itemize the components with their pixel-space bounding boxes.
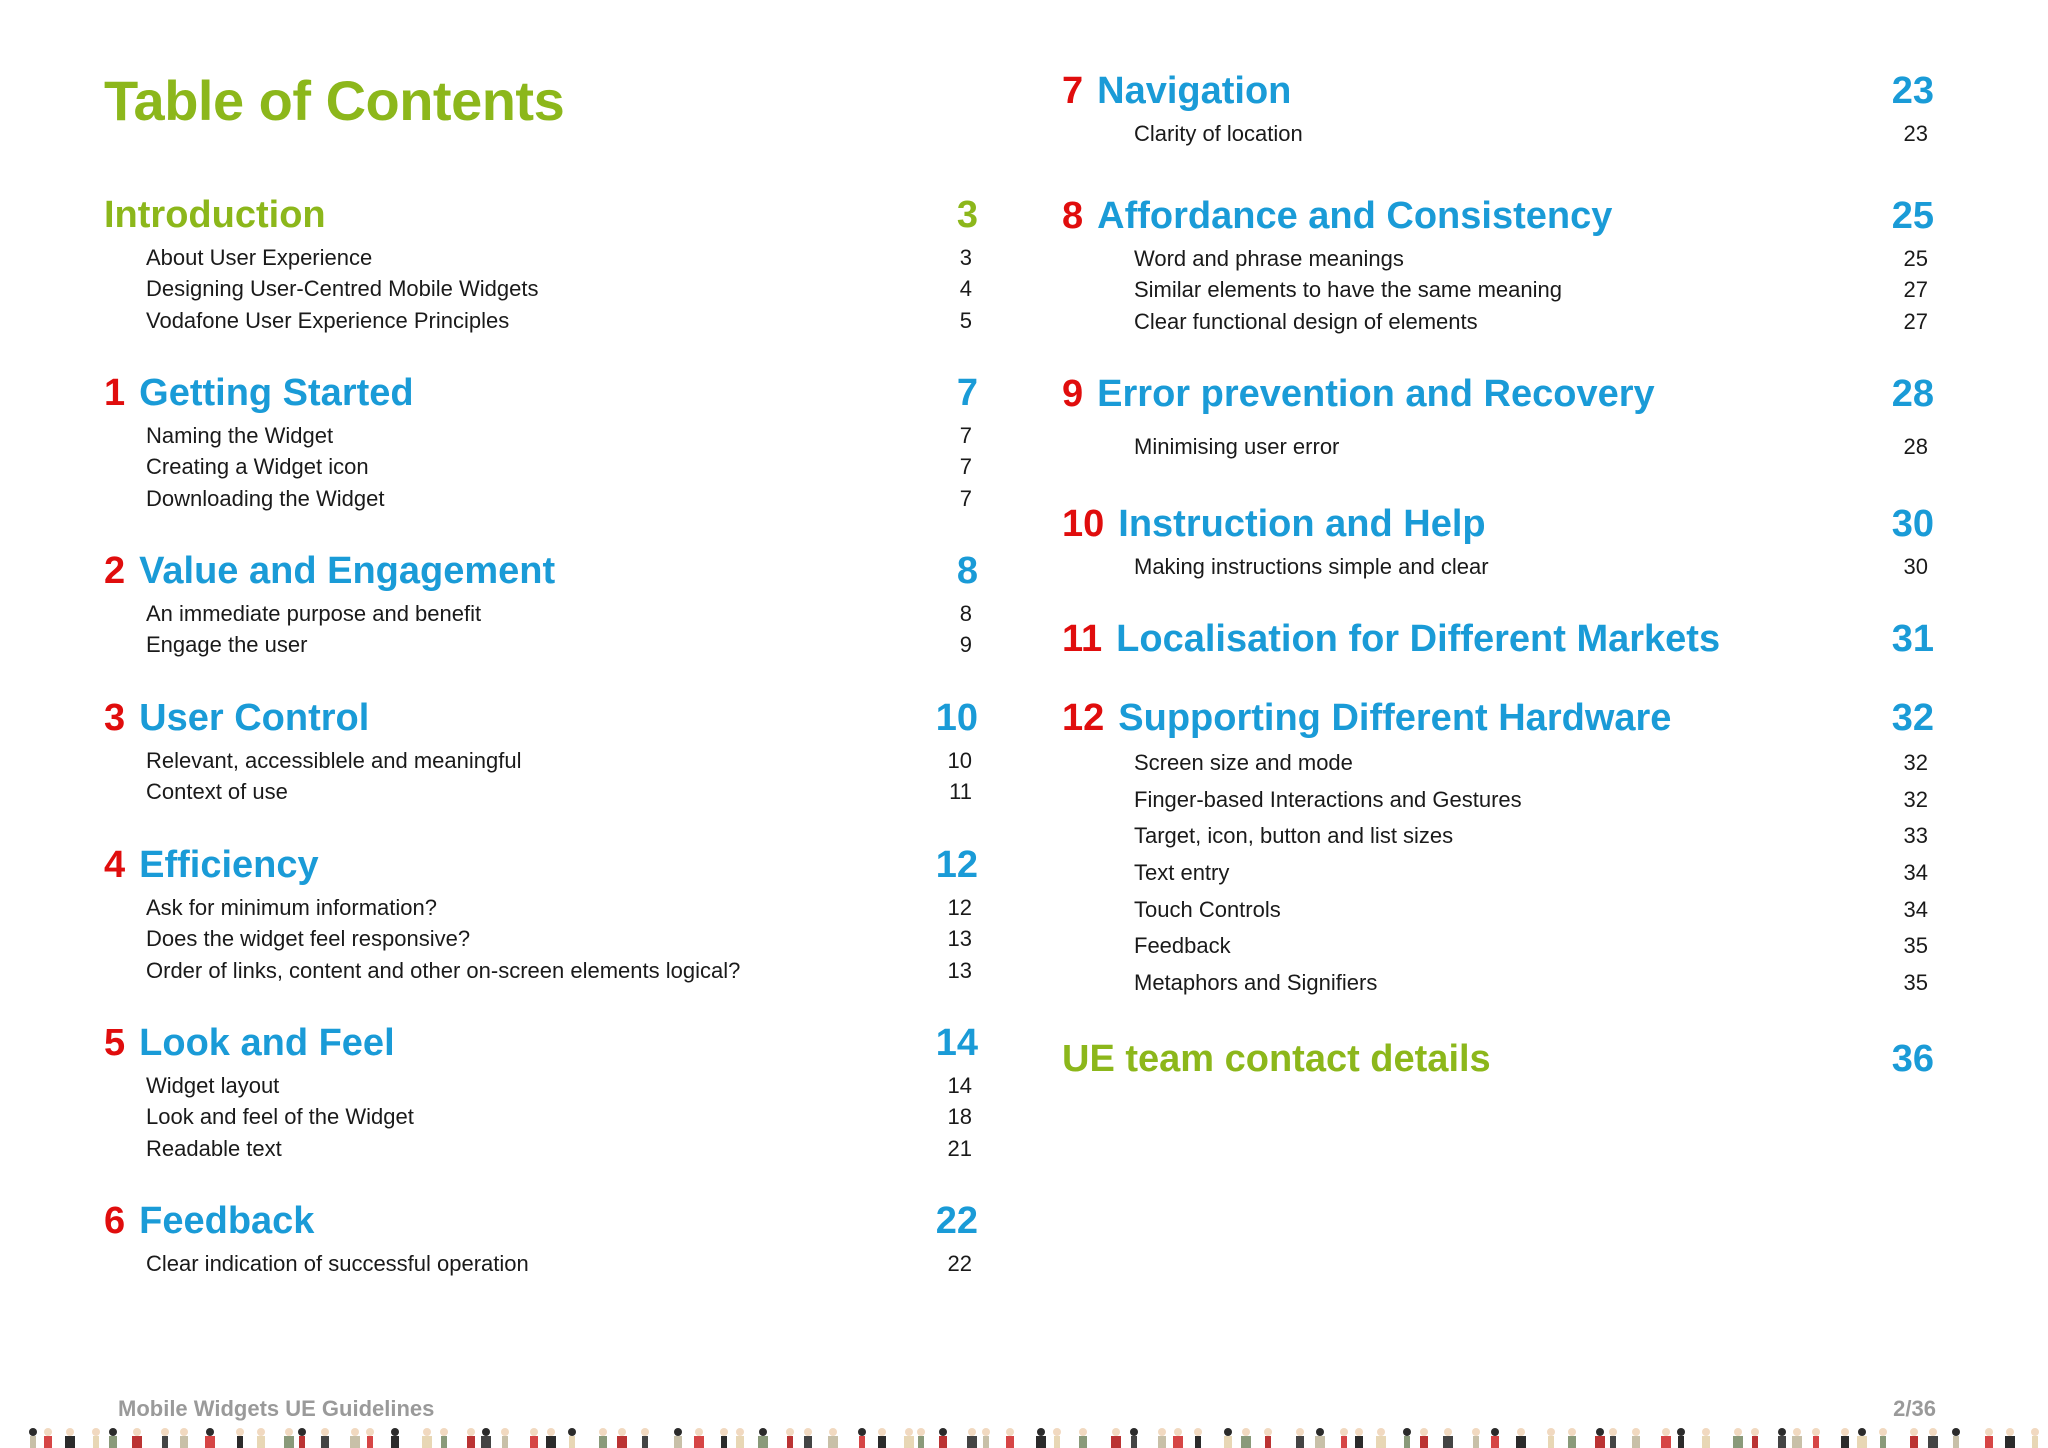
toc-entry-page: 12 bbox=[947, 894, 972, 920]
section-title: Navigation bbox=[1097, 70, 1292, 112]
toc-entry-page: 7 bbox=[959, 454, 972, 480]
toc-entry-page: 8 bbox=[959, 600, 972, 626]
section-title: Efficiency bbox=[139, 844, 319, 886]
crowd-figure bbox=[1661, 1428, 1671, 1448]
toc-entry-title: Metaphors and Signifiers bbox=[1134, 969, 1378, 995]
toc-entry-title: Context of use bbox=[146, 779, 288, 805]
toc-entry[interactable] bbox=[104, 892, 978, 924]
toc-entry[interactable] bbox=[104, 420, 978, 452]
toc-section bbox=[104, 1022, 978, 1165]
crowd-figure bbox=[1241, 1428, 1251, 1448]
crowd-figure bbox=[939, 1428, 947, 1448]
crowd-figure bbox=[366, 1428, 374, 1448]
toc-entry-page: 23 bbox=[1903, 120, 1928, 146]
section-page-number: 22 bbox=[935, 1200, 978, 1242]
toc-entry-title: Readable text bbox=[146, 1135, 282, 1161]
toc-section-heading[interactable] bbox=[1062, 503, 1934, 551]
crowd-figure bbox=[1158, 1428, 1166, 1448]
section-number: 9 bbox=[1062, 373, 1084, 415]
section-title: UE team contact details bbox=[1062, 1038, 1491, 1080]
toc-entry[interactable] bbox=[1062, 118, 1934, 150]
section-number: 6 bbox=[104, 1200, 126, 1242]
toc-entry-page: 22 bbox=[947, 1250, 972, 1276]
section-title: Localisation for Different Markets bbox=[1116, 618, 1721, 660]
toc-entry[interactable] bbox=[1062, 891, 1934, 928]
crowd-figure bbox=[1733, 1428, 1743, 1448]
section-page-number: 10 bbox=[935, 697, 978, 739]
toc-entry-title: Finger-based Interactions and Gestures bbox=[1134, 786, 1522, 812]
section-title: Supporting Different Hardware bbox=[1118, 697, 1672, 739]
toc-entry[interactable] bbox=[1062, 928, 1934, 965]
toc-subsection-list bbox=[104, 1248, 978, 1280]
crowd-figure bbox=[1910, 1428, 1918, 1448]
toc-entry[interactable] bbox=[1062, 855, 1934, 892]
toc-entry-title: Creating a Widget icon bbox=[146, 454, 369, 480]
crowd-figure bbox=[1111, 1428, 1121, 1448]
toc-entry-page: 14 bbox=[947, 1072, 972, 1098]
toc-entry[interactable] bbox=[104, 955, 978, 987]
section-page-number: 14 bbox=[935, 1022, 978, 1064]
crowd-figure bbox=[828, 1428, 838, 1448]
crowd-figure bbox=[878, 1428, 886, 1448]
section-title: Look and Feel bbox=[139, 1022, 395, 1064]
section-page-number: 23 bbox=[1891, 70, 1934, 112]
crowd-figure bbox=[481, 1428, 491, 1448]
crowd-figure bbox=[1376, 1428, 1386, 1448]
toc-entry-title: Designing User-Centred Mobile Widgets bbox=[146, 276, 539, 302]
crowd-figure bbox=[1677, 1428, 1685, 1448]
toc-entry-page: 34 bbox=[1903, 860, 1928, 886]
section-number: 4 bbox=[104, 844, 126, 886]
crowd-figure bbox=[1568, 1428, 1576, 1448]
toc-entry-page: 25 bbox=[1903, 245, 1928, 271]
crowd-figure bbox=[674, 1428, 682, 1448]
toc-entry-page: 11 bbox=[949, 779, 972, 805]
crowd-figure bbox=[1403, 1428, 1411, 1448]
toc-entry-title: Screen size and mode bbox=[1134, 750, 1353, 776]
crowd-figure bbox=[530, 1428, 538, 1448]
section-title: Feedback bbox=[139, 1200, 315, 1242]
section-page-number: 25 bbox=[1891, 195, 1934, 237]
toc-entry[interactable] bbox=[104, 1102, 978, 1134]
toc-section bbox=[104, 697, 978, 808]
crowd-figure bbox=[736, 1428, 744, 1448]
crowd-figure bbox=[786, 1428, 794, 1448]
toc-entry[interactable] bbox=[104, 452, 978, 484]
toc-section-heading[interactable] bbox=[1062, 70, 1934, 118]
crowd-figure bbox=[1609, 1428, 1617, 1448]
crowd-figure bbox=[440, 1428, 448, 1448]
crowd-figure bbox=[641, 1428, 649, 1448]
toc-entry-title: Word and phrase meanings bbox=[1134, 245, 1404, 271]
crowd-figure bbox=[467, 1428, 475, 1448]
toc-entry-page: 34 bbox=[1903, 896, 1928, 922]
crowd-figure bbox=[109, 1428, 117, 1448]
crowd-figure bbox=[758, 1428, 768, 1448]
crowd-figure bbox=[1296, 1428, 1304, 1448]
crowd-figure bbox=[180, 1428, 188, 1448]
section-number: 7 bbox=[1062, 70, 1084, 112]
crowd-figure bbox=[205, 1428, 215, 1448]
toc-section-heading[interactable] bbox=[1062, 618, 1934, 666]
section-number: 8 bbox=[1062, 195, 1084, 237]
crowd-figure bbox=[29, 1428, 37, 1448]
toc-entry-title: Engage the user bbox=[146, 632, 308, 658]
toc-entry-title: Does the widget feel responsive? bbox=[146, 926, 471, 952]
crowd-figure bbox=[132, 1428, 142, 1448]
toc-entry-page: 10 bbox=[947, 747, 972, 773]
toc-entry[interactable] bbox=[1062, 306, 1934, 338]
section-number: 1 bbox=[104, 372, 126, 414]
crowd-figure bbox=[1036, 1428, 1046, 1448]
toc-subsection-list bbox=[1062, 431, 1934, 463]
crowd-figure bbox=[1472, 1428, 1480, 1448]
toc-section bbox=[104, 1200, 978, 1280]
toc-entry[interactable] bbox=[104, 924, 978, 956]
crowd-figure bbox=[92, 1428, 100, 1448]
crowd-figure bbox=[804, 1428, 812, 1448]
toc-entry-title: Clear indication of successful operation bbox=[146, 1250, 529, 1276]
crowd-figure bbox=[1751, 1428, 1759, 1448]
toc-entry-title: Minimising user error bbox=[1134, 433, 1340, 459]
toc-entry-title: Ask for minimum information? bbox=[146, 894, 437, 920]
crowd-figure bbox=[858, 1428, 866, 1448]
section-title: Instruction and Help bbox=[1118, 503, 1486, 545]
crowd-figure bbox=[1420, 1428, 1428, 1448]
toc-section bbox=[104, 194, 978, 337]
toc-entry[interactable] bbox=[104, 1248, 978, 1280]
toc-entry-page: 33 bbox=[1903, 823, 1928, 849]
toc-entry[interactable] bbox=[1062, 818, 1934, 855]
toc-section-heading[interactable] bbox=[1062, 195, 1934, 243]
toc-entry-title: Widget layout bbox=[146, 1072, 280, 1098]
crowd-figure bbox=[1006, 1428, 1014, 1448]
toc-entry-page: 30 bbox=[1903, 553, 1928, 579]
toc-entry[interactable] bbox=[104, 745, 978, 777]
toc-entry-page: 32 bbox=[1903, 750, 1928, 776]
toc-entry-page: 35 bbox=[1903, 969, 1928, 995]
toc-entry-title: Clear functional design of elements bbox=[1134, 308, 1478, 334]
toc-section bbox=[104, 372, 978, 515]
toc-entry[interactable] bbox=[1062, 551, 1934, 583]
section-title: Introduction bbox=[104, 194, 326, 236]
toc-section bbox=[1062, 697, 1934, 1001]
crowd-figure bbox=[1340, 1428, 1348, 1448]
crowd-figure bbox=[1315, 1428, 1325, 1448]
crowd-figure bbox=[720, 1428, 728, 1448]
toc-subsection-list bbox=[104, 745, 978, 808]
crowd-figure bbox=[501, 1428, 509, 1448]
toc-entry-page: 4 bbox=[959, 276, 972, 302]
toc-entry[interactable] bbox=[104, 630, 978, 662]
toc-subsection-list bbox=[104, 598, 978, 661]
toc-entry[interactable] bbox=[1062, 243, 1934, 275]
toc-entry[interactable] bbox=[1062, 431, 1934, 463]
section-page-number: 7 bbox=[956, 372, 978, 414]
toc-entry-page: 32 bbox=[1903, 786, 1928, 812]
crowd-figure bbox=[1053, 1428, 1061, 1448]
toc-section bbox=[1062, 503, 1934, 583]
toc-entry-page: 5 bbox=[959, 307, 972, 333]
toc-entry-page: 7 bbox=[959, 422, 972, 448]
toc-entry-title: Vodafone User Experience Principles bbox=[146, 307, 510, 333]
toc-entry-title: An immediate purpose and benefit bbox=[146, 600, 482, 626]
toc-entry[interactable] bbox=[1062, 745, 1934, 782]
page-title: Table of Contents bbox=[104, 69, 565, 132]
toc-section-heading[interactable] bbox=[104, 844, 978, 892]
toc-entry-title: Text entry bbox=[1134, 860, 1230, 886]
crowd-figure bbox=[236, 1428, 244, 1448]
toc-section-heading[interactable] bbox=[1062, 373, 1934, 421]
crowd-figure bbox=[1952, 1428, 1960, 1448]
crowd-figure bbox=[161, 1428, 169, 1448]
toc-entry[interactable] bbox=[104, 305, 978, 337]
toc-section-heading[interactable] bbox=[104, 1200, 978, 1248]
crowd-figure bbox=[1857, 1428, 1867, 1448]
crowd-figure bbox=[298, 1428, 306, 1448]
crowd-figure bbox=[1194, 1428, 1202, 1448]
section-page-number: 8 bbox=[956, 550, 978, 592]
toc-entry-page: 9 bbox=[959, 632, 972, 658]
toc-entry-page: 7 bbox=[959, 485, 972, 511]
section-number: 12 bbox=[1062, 697, 1105, 739]
section-number: 2 bbox=[104, 550, 126, 592]
toc-entry-title: Order of links, content and other on-screen elements logical? bbox=[146, 957, 741, 983]
toc-section bbox=[1062, 1038, 1934, 1086]
crowd-figure bbox=[617, 1428, 627, 1448]
section-title: Affordance and Consistency bbox=[1097, 195, 1613, 237]
toc-section bbox=[1062, 195, 1934, 338]
crowd-figure bbox=[1632, 1428, 1640, 1448]
crowd-figure bbox=[1841, 1428, 1849, 1448]
crowd-figure bbox=[1928, 1428, 1938, 1448]
toc-subsection-list bbox=[1062, 551, 1934, 583]
section-page-number: 32 bbox=[1891, 697, 1934, 739]
toc-entry[interactable] bbox=[1062, 965, 1934, 1002]
section-page-number: 30 bbox=[1891, 503, 1934, 545]
toc-section bbox=[1062, 373, 1934, 463]
toc-entry[interactable] bbox=[104, 777, 978, 809]
toc-entry-title: Look and feel of the Widget bbox=[146, 1104, 414, 1130]
crowd-figure bbox=[1812, 1428, 1820, 1448]
toc-entry[interactable] bbox=[104, 242, 978, 274]
toc-entry-page: 21 bbox=[947, 1135, 972, 1161]
crowd-figure bbox=[1173, 1428, 1183, 1448]
toc-section-heading[interactable] bbox=[104, 372, 978, 420]
crowd-figure bbox=[350, 1428, 360, 1448]
crowd-figure bbox=[391, 1428, 399, 1448]
crowd-figure bbox=[1443, 1428, 1453, 1448]
crowd-figure bbox=[1264, 1428, 1272, 1448]
crowd-figure bbox=[1778, 1428, 1786, 1448]
crowd-figure bbox=[1079, 1428, 1087, 1448]
crowd-figure bbox=[1491, 1428, 1499, 1448]
crowd-figure bbox=[694, 1428, 704, 1448]
section-number: 3 bbox=[104, 697, 126, 739]
toc-entry[interactable] bbox=[104, 1070, 978, 1102]
crowd-figure bbox=[904, 1428, 914, 1448]
crowd-figure bbox=[1355, 1428, 1363, 1448]
crowd-figure bbox=[44, 1428, 52, 1448]
toc-entry-title: About User Experience bbox=[146, 244, 373, 270]
toc-entry-page: 27 bbox=[1903, 277, 1928, 303]
crowd-figure bbox=[422, 1428, 432, 1448]
toc-subsection-list bbox=[104, 242, 978, 337]
toc-entry-page: 3 bbox=[959, 244, 972, 270]
toc-section-heading[interactable] bbox=[104, 697, 978, 745]
toc-section-heading[interactable] bbox=[1062, 697, 1934, 745]
section-number: 10 bbox=[1062, 503, 1105, 545]
crowd-figure bbox=[1985, 1428, 1993, 1448]
crowd-figure bbox=[1702, 1428, 1710, 1448]
crowd-figure bbox=[967, 1428, 977, 1448]
crowd-figure bbox=[1547, 1428, 1555, 1448]
toc-entry[interactable] bbox=[104, 483, 978, 515]
section-title: Getting Started bbox=[139, 372, 414, 414]
section-title: User Control bbox=[139, 697, 370, 739]
toc-section bbox=[1062, 618, 1934, 666]
toc-entry[interactable] bbox=[104, 1133, 978, 1165]
toc-entry-title: Touch Controls bbox=[1134, 896, 1281, 922]
toc-section-heading[interactable] bbox=[104, 550, 978, 598]
toc-entry-page: 13 bbox=[947, 957, 972, 983]
crowd-figure bbox=[917, 1428, 925, 1448]
toc-entry[interactable] bbox=[104, 274, 978, 306]
toc-entry-title: Similar elements to have the same meaning bbox=[1134, 277, 1562, 303]
toc-subsection-list bbox=[104, 420, 978, 515]
crowd-figure bbox=[982, 1428, 990, 1448]
crowd-figure bbox=[568, 1428, 576, 1448]
crowd-figure bbox=[2005, 1428, 2015, 1448]
section-page-number: 28 bbox=[1891, 373, 1934, 415]
toc-entry-title: Relevant, accessiblele and meaningful bbox=[146, 747, 522, 773]
toc-subsection-list bbox=[1062, 243, 1934, 338]
section-number: 11 bbox=[1062, 618, 1103, 660]
crowd-figure bbox=[321, 1428, 329, 1448]
toc-entry-title: Clarity of location bbox=[1134, 120, 1303, 146]
crowd-figure bbox=[1516, 1428, 1526, 1448]
crowd-figure bbox=[65, 1428, 75, 1448]
footer-document-title: Mobile Widgets UE Guidelines bbox=[118, 1396, 435, 1421]
section-title: Value and Engagement bbox=[139, 550, 556, 592]
crowd-figure bbox=[1792, 1428, 1802, 1448]
toc-entry-title: Downloading the Widget bbox=[146, 485, 385, 511]
toc-entry-title: Making instructions simple and clear bbox=[1134, 553, 1489, 579]
section-page-number: 3 bbox=[956, 194, 978, 236]
toc-entry-page: 13 bbox=[947, 926, 972, 952]
crowd-figure bbox=[257, 1428, 265, 1448]
toc-entry-page: 27 bbox=[1903, 308, 1928, 334]
crowd-figure bbox=[1224, 1428, 1232, 1448]
crowd-figure bbox=[1595, 1428, 1605, 1448]
toc-entry[interactable] bbox=[104, 598, 978, 630]
toc-entry-title: Naming the Widget bbox=[146, 422, 334, 448]
crowd-figure bbox=[599, 1428, 607, 1448]
toc-entry-page: 35 bbox=[1903, 933, 1928, 959]
toc-subsection-list bbox=[1062, 118, 1934, 150]
section-title: Error prevention and Recovery bbox=[1097, 373, 1655, 415]
toc-entry[interactable] bbox=[1062, 275, 1934, 307]
toc-subsection-list bbox=[104, 892, 978, 987]
toc-section bbox=[104, 844, 978, 987]
toc-entry-title: Target, icon, button and list sizes bbox=[1134, 823, 1454, 849]
toc-entry-page: 28 bbox=[1903, 433, 1928, 459]
toc-section bbox=[104, 550, 978, 661]
toc-subsection-list bbox=[1062, 745, 1934, 1001]
section-page-number: 36 bbox=[1891, 1038, 1934, 1080]
toc-entry-title: Feedback bbox=[1134, 933, 1231, 959]
section-page-number: 31 bbox=[1891, 618, 1934, 660]
toc-entry[interactable] bbox=[1062, 782, 1934, 819]
crowd-figure bbox=[284, 1428, 294, 1448]
crowd-figure bbox=[1130, 1428, 1138, 1448]
crowd-illustration-strip bbox=[0, 1424, 2048, 1448]
toc-entry-page: 18 bbox=[947, 1104, 972, 1130]
toc-subsection-list bbox=[104, 1070, 978, 1165]
crowd-figure bbox=[1879, 1428, 1887, 1448]
toc-section-heading[interactable] bbox=[1062, 1038, 1934, 1086]
footer-page-number: 2/36 bbox=[1893, 1396, 1936, 1421]
section-page-number: 12 bbox=[935, 844, 978, 886]
section-number: 5 bbox=[104, 1022, 126, 1064]
toc-section-heading[interactable] bbox=[104, 194, 978, 242]
crowd-figure bbox=[546, 1428, 556, 1448]
crowd-figure bbox=[2031, 1428, 2039, 1448]
toc-section-heading[interactable] bbox=[104, 1022, 978, 1070]
toc-section bbox=[1062, 70, 1934, 150]
